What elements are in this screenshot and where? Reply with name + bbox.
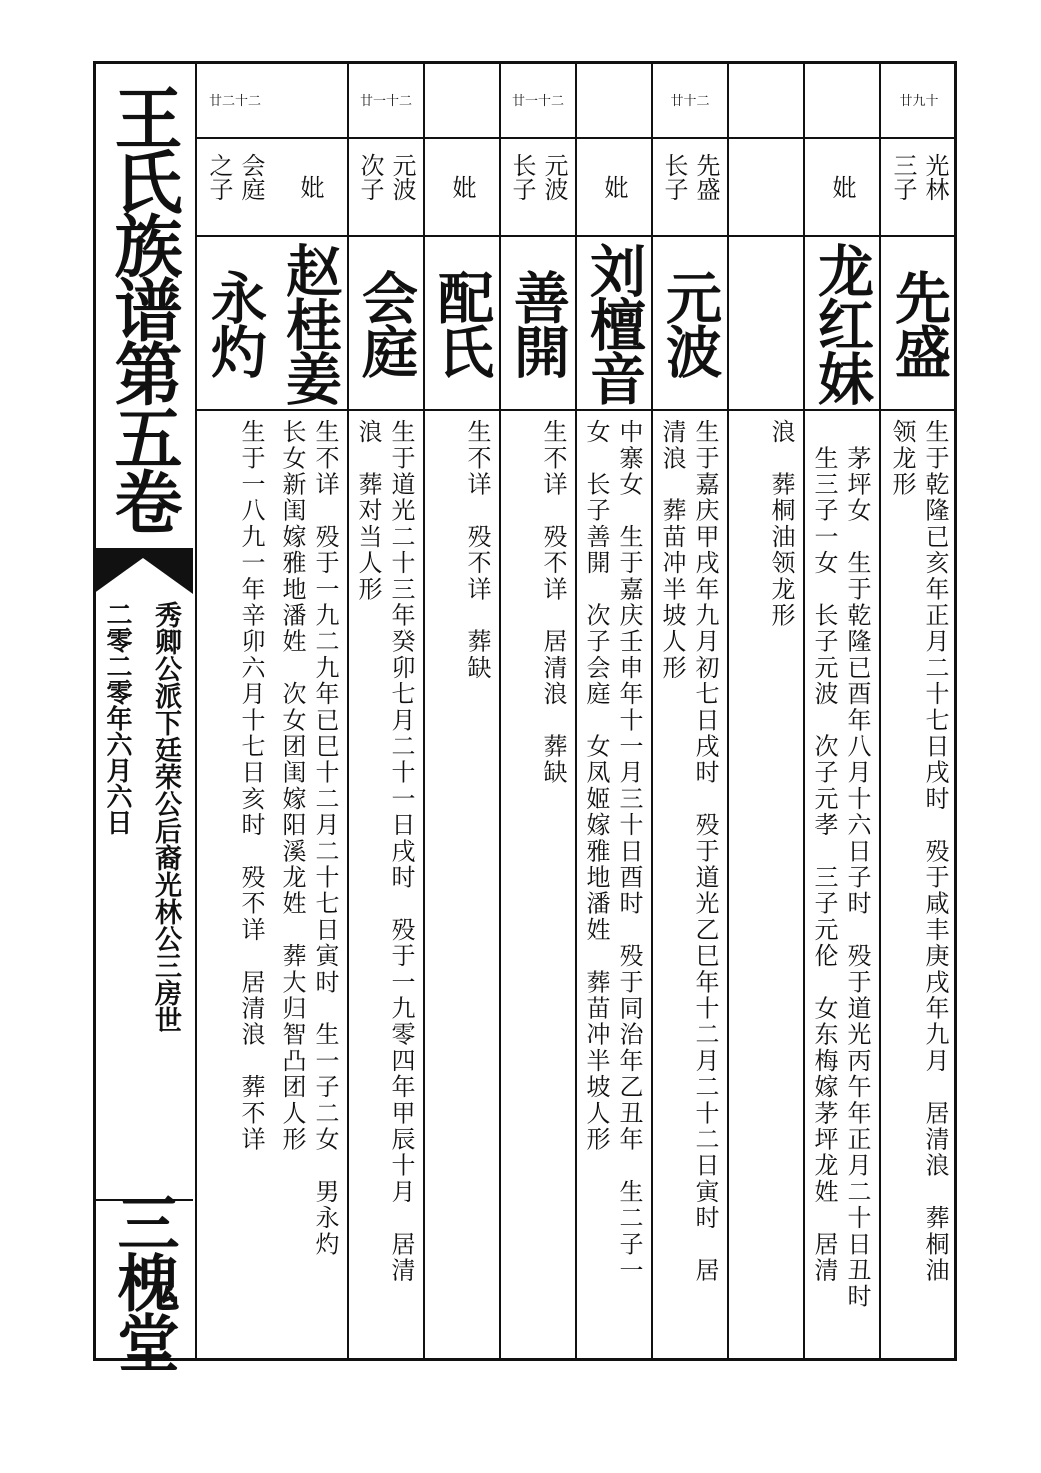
relation-text: 妣 bbox=[296, 175, 324, 199]
book-title-text: 王氏族谱第五卷 bbox=[103, 83, 183, 531]
person-name-cell bbox=[349, 237, 423, 411]
person-name-cell bbox=[577, 237, 651, 411]
person-name-cell bbox=[881, 237, 957, 411]
relation-cell bbox=[881, 139, 957, 237]
generation-label bbox=[805, 61, 879, 139]
generation-column bbox=[805, 61, 881, 1361]
person-name: 龙红妹 bbox=[809, 242, 875, 404]
compile-date: 二零二零年六月六日 bbox=[102, 601, 132, 835]
relation-cell bbox=[653, 139, 727, 237]
person-name: 配氏 bbox=[429, 269, 495, 377]
relation-cell bbox=[729, 139, 803, 237]
biography-line: 清浪 葬苗冲半坡人形 bbox=[658, 419, 686, 681]
generation-label: 廿一十二 bbox=[349, 61, 423, 139]
biography-line: 浪 葬对当人形 bbox=[354, 419, 382, 603]
generation-column bbox=[501, 61, 577, 1361]
relation-text: 会庭之子 bbox=[205, 153, 265, 201]
biography-line: 浪 葬桐油领龙形 bbox=[767, 419, 795, 629]
person-name-cell bbox=[273, 237, 347, 411]
generation-label: 廿九十 bbox=[881, 61, 957, 139]
book-title bbox=[93, 67, 193, 547]
person-name-cell bbox=[653, 237, 727, 411]
generation-label bbox=[577, 61, 651, 139]
relation-text: 元波次子 bbox=[356, 153, 416, 201]
relation-cell bbox=[501, 139, 575, 237]
relation-cell bbox=[425, 139, 499, 237]
generation-column bbox=[197, 61, 273, 1361]
hall-name-text: 三槐堂 bbox=[107, 1191, 180, 1371]
branch-line: 秀卿公派下廷荣公后裔光林公三房世 bbox=[150, 601, 181, 1033]
person-name: 善開 bbox=[505, 269, 571, 377]
biography-line: 中寨女 生于嘉庆壬申年十一月三十日酉时 殁于同治年乙丑年 生二子一 bbox=[615, 419, 643, 1284]
generation-label: 廿一十二 bbox=[501, 61, 575, 139]
title-block bbox=[93, 61, 197, 1371]
biography-line: 生三子一女 长子元波 次子元孝 三子元伦 女东梅嫁茅坪龙姓 居清 bbox=[810, 419, 838, 1284]
relation-text: 妣 bbox=[828, 175, 856, 199]
person-name-cell bbox=[425, 237, 499, 411]
biography-line: 领龙形 bbox=[888, 419, 916, 498]
relation-cell bbox=[273, 139, 347, 237]
biography-line: 生于一八九一年辛卯六月十七日亥时 殁不详 居清浪 葬不详 bbox=[237, 419, 265, 1153]
biography-line: 生于嘉庆甲戌年九月初七日戌时 殁于道光乙巳年十二月二十二日寅时 居 bbox=[691, 419, 719, 1284]
generation-column bbox=[577, 61, 653, 1361]
person-name: 赵桂姜 bbox=[277, 242, 343, 404]
relation-text: 元波长子 bbox=[508, 153, 568, 201]
generation-column bbox=[349, 61, 425, 1361]
generation-label: 廿二十二 bbox=[197, 61, 273, 139]
relation-text: 光林三子 bbox=[889, 153, 949, 201]
person-name: 刘檀音 bbox=[581, 242, 647, 404]
relation-cell bbox=[197, 139, 273, 237]
generation-column bbox=[653, 61, 729, 1361]
relation-text: 妣 bbox=[448, 175, 476, 199]
biography-line: 生于乾隆已亥年正月二十七日戌时 殁于咸丰庚戌年九月 居清浪 葬桐油 bbox=[921, 419, 949, 1284]
generation-label bbox=[729, 61, 803, 139]
person-name-cell bbox=[729, 237, 803, 411]
biography-line: 女 长子善開 次子会庭 女凤姬嫁雅地潘姓 葬苗冲半坡人形 bbox=[582, 419, 610, 1153]
relation-text: 先盛长子 bbox=[660, 153, 720, 201]
relation-cell bbox=[349, 139, 423, 237]
biography-line: 茅坪女 生于乾隆已酉年八月十六日子时 殁于道光丙午年正月二十日丑时 bbox=[843, 419, 871, 1310]
generation-column bbox=[425, 61, 501, 1361]
generation-column bbox=[273, 61, 349, 1361]
generation-label: 廿十二 bbox=[653, 61, 727, 139]
biography-line: 生不详 殁于一九二九年已巳十二月二十七日寅时 生一子二女 男永灼 bbox=[311, 419, 339, 1258]
hall-name bbox=[93, 1191, 193, 1371]
person-name-cell bbox=[805, 237, 879, 411]
biography-line: 长女新闺嫁雅地潘姓 次女团闺嫁阳溪龙姓 葬大归智凸团人形 bbox=[278, 419, 306, 1153]
generation-label bbox=[425, 61, 499, 139]
biography-line: 生于道光二十三年癸卯七月二十一日戌时 殁于一九零四年甲辰十月 居清 bbox=[387, 419, 415, 1284]
person-name: 先盛 bbox=[886, 269, 952, 377]
person-name-cell bbox=[197, 237, 273, 411]
biography-line: 生不详 殁不详 居清浪 葬缺 bbox=[539, 419, 567, 786]
person-name: 元波 bbox=[657, 269, 723, 377]
person-name: 会庭 bbox=[353, 269, 419, 377]
relation-text: 妣 bbox=[600, 175, 628, 199]
generation-column bbox=[729, 61, 805, 1361]
person-name: 永灼 bbox=[202, 269, 268, 377]
relation-cell bbox=[577, 139, 651, 237]
biography-line: 生不详 殁不详 葬缺 bbox=[463, 419, 491, 681]
relation-cell bbox=[805, 139, 879, 237]
generation-column bbox=[881, 61, 957, 1361]
person-name-cell bbox=[501, 237, 575, 411]
generation-label bbox=[273, 61, 347, 139]
